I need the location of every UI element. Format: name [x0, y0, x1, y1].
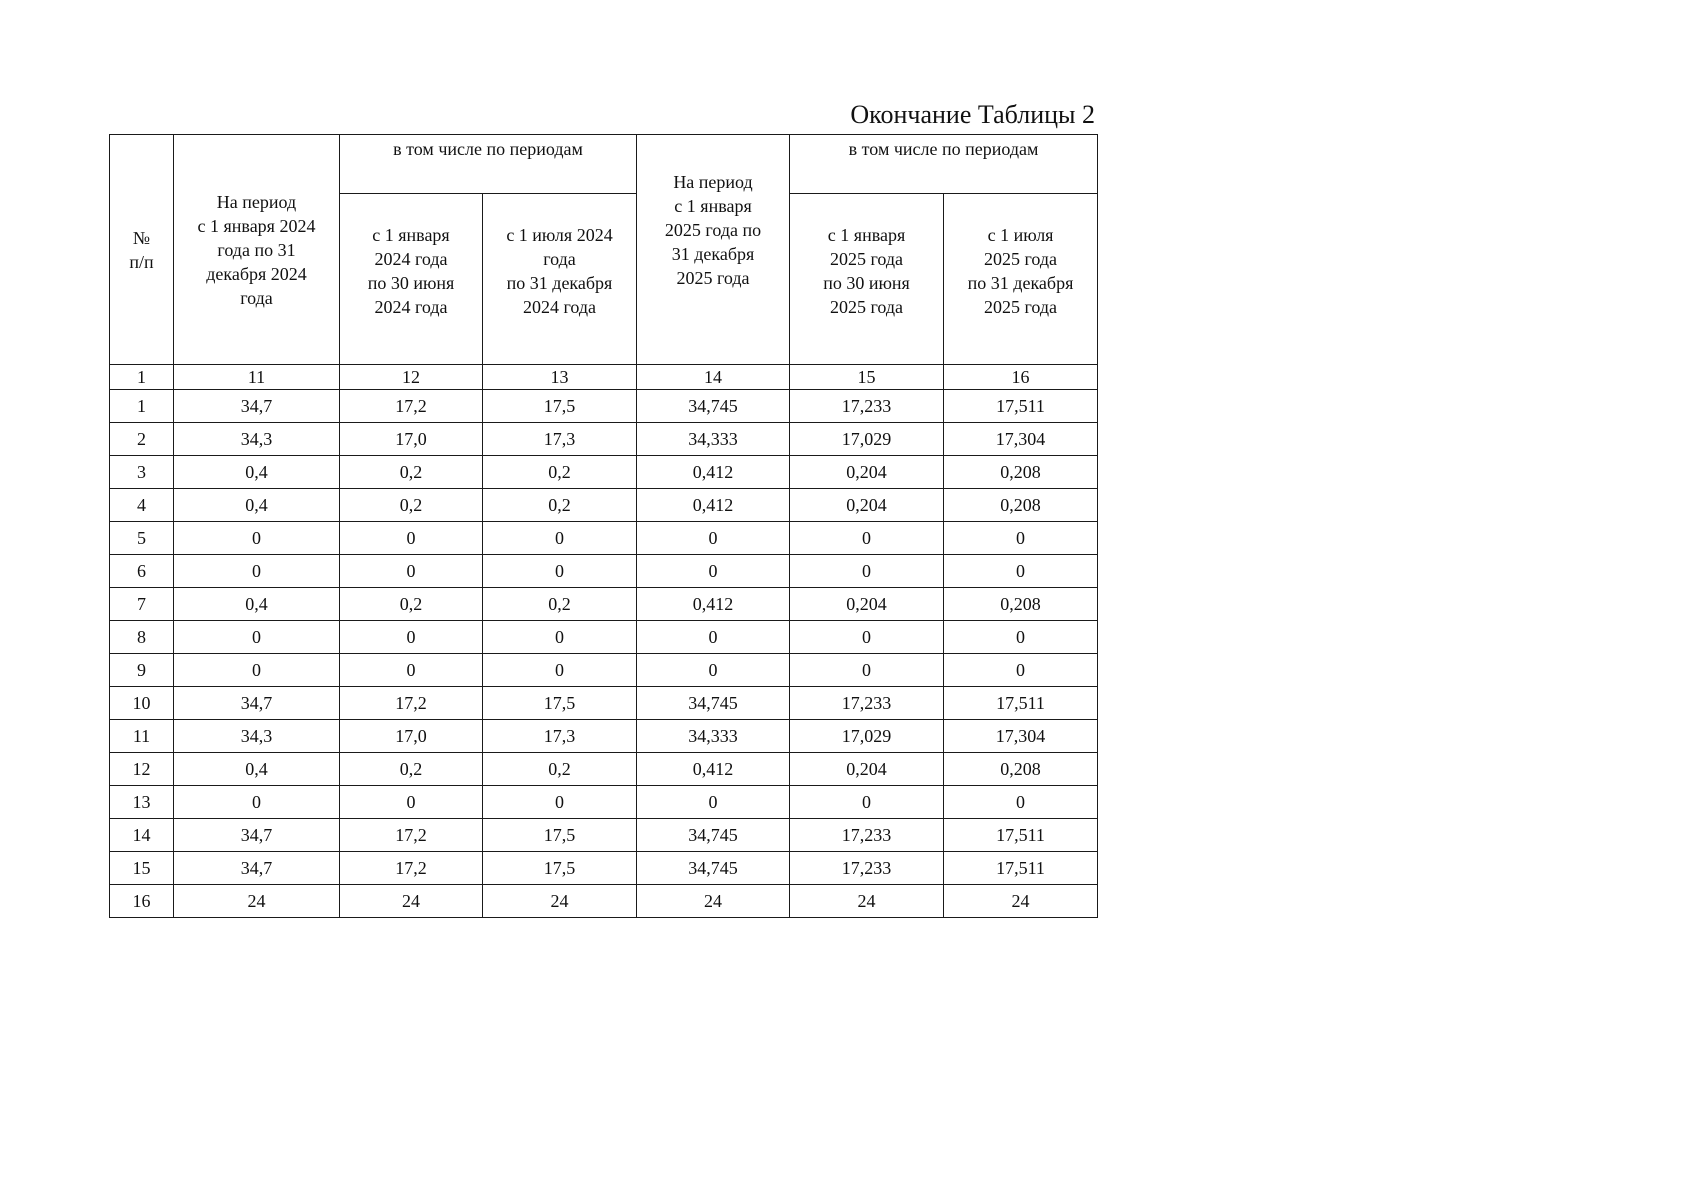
column-number: 1	[110, 365, 174, 390]
table-cell: 17,233	[790, 687, 944, 720]
table-cell: 17,3	[483, 720, 637, 753]
row-number-cell: 15	[110, 852, 174, 885]
table-cell: 0	[637, 522, 790, 555]
row-number-cell: 6	[110, 555, 174, 588]
header-col12-label: с 1 января 2024 года по 30 июня 2024 года	[367, 225, 455, 317]
table-cell: 0,4	[174, 588, 340, 621]
table-cell: 0	[483, 555, 637, 588]
row-number-cell: 7	[110, 588, 174, 621]
header-col16	[944, 194, 1098, 365]
table-cell: 0	[483, 522, 637, 555]
table-row	[110, 489, 1098, 522]
header-group-2024-label: в том числе по периодам	[393, 139, 583, 159]
table-cell: 17,511	[944, 687, 1098, 720]
table-cell: 0	[637, 654, 790, 687]
table-cell: 0	[340, 654, 483, 687]
table-row	[110, 885, 1098, 918]
table-cell: 17,2	[340, 390, 483, 423]
header-col15	[790, 194, 944, 365]
table-cell: 17,233	[790, 819, 944, 852]
row-number-cell: 10	[110, 687, 174, 720]
table-cell: 0	[790, 621, 944, 654]
table-cell: 34,333	[637, 423, 790, 456]
table-cell: 0	[174, 786, 340, 819]
table-cell: 0,412	[637, 753, 790, 786]
row-number-cell: 14	[110, 819, 174, 852]
table-cell: 17,511	[944, 819, 1098, 852]
table-cell: 17,304	[944, 720, 1098, 753]
table-cell: 0,208	[944, 588, 1098, 621]
table-row	[110, 687, 1098, 720]
table-cell: 0	[944, 522, 1098, 555]
table-cell: 0,2	[340, 489, 483, 522]
table-cell: 0	[944, 786, 1098, 819]
data-table	[109, 134, 1098, 918]
table-cell: 0,2	[340, 456, 483, 489]
table-caption: Окончание Таблицы 2	[850, 100, 1095, 129]
row-number-cell: 16	[110, 885, 174, 918]
table-cell: 0	[174, 555, 340, 588]
row-number-cell: 9	[110, 654, 174, 687]
header-col15-label: с 1 января 2025 года по 30 июня 2025 года	[823, 225, 910, 317]
table-row	[110, 423, 1098, 456]
row-number-cell: 8	[110, 621, 174, 654]
header-num	[110, 135, 174, 365]
table-cell: 34,3	[174, 423, 340, 456]
column-number: 11	[174, 365, 340, 390]
table-cell: 17,511	[944, 852, 1098, 885]
table-cell: 17,029	[790, 720, 944, 753]
header-col14	[637, 135, 790, 365]
table-cell: 0,208	[944, 456, 1098, 489]
table-cell: 0,2	[483, 753, 637, 786]
table-cell: 0,2	[483, 588, 637, 621]
table-cell: 0	[944, 555, 1098, 588]
table-cell: 0	[483, 621, 637, 654]
table-cell: 17,304	[944, 423, 1098, 456]
table-cell: 0,204	[790, 489, 944, 522]
header-col13-label: с 1 июля 2024 года по 31 декабря 2024 года	[506, 225, 613, 317]
row-number-cell: 1	[110, 390, 174, 423]
column-number: 16	[944, 365, 1098, 390]
table-cell: 0	[790, 654, 944, 687]
table-cell: 0,208	[944, 753, 1098, 786]
table-cell: 0	[483, 786, 637, 819]
table-cell: 24	[340, 885, 483, 918]
table-cell: 34,7	[174, 687, 340, 720]
table-cell: 0,204	[790, 588, 944, 621]
table-cell: 34,745	[637, 390, 790, 423]
table-cell: 0	[637, 621, 790, 654]
table-cell: 24	[483, 885, 637, 918]
table-row	[110, 720, 1098, 753]
table-cell: 17,0	[340, 720, 483, 753]
table-cell: 24	[637, 885, 790, 918]
table-cell: 17,5	[483, 390, 637, 423]
header-group-2025-label: в том числе по периодам	[848, 139, 1039, 159]
header-num-label: № п/п	[129, 227, 154, 272]
table-cell: 24	[944, 885, 1098, 918]
table-cell: 17,233	[790, 852, 944, 885]
table-cell: 17,2	[340, 687, 483, 720]
table-cell: 0,4	[174, 456, 340, 489]
table-row	[110, 456, 1098, 489]
table-cell: 17,0	[340, 423, 483, 456]
table-cell: 0,412	[637, 588, 790, 621]
table-cell: 34,745	[637, 819, 790, 852]
table-cell: 34,745	[637, 687, 790, 720]
table-cell: 17,3	[483, 423, 637, 456]
table-cell: 34,7	[174, 852, 340, 885]
table-row	[110, 390, 1098, 423]
table-cell: 0,2	[483, 489, 637, 522]
table-cell: 17,233	[790, 390, 944, 423]
table-cell: 34,333	[637, 720, 790, 753]
row-number-cell: 13	[110, 786, 174, 819]
table-body	[110, 390, 1098, 918]
table-row	[110, 621, 1098, 654]
header-col13	[483, 194, 637, 365]
table-cell: 0	[637, 555, 790, 588]
row-number-cell: 2	[110, 423, 174, 456]
table-cell: 34,3	[174, 720, 340, 753]
table-row	[110, 654, 1098, 687]
table-row	[110, 522, 1098, 555]
table-cell: 34,745	[637, 852, 790, 885]
table-header	[110, 135, 1098, 390]
table-row	[110, 588, 1098, 621]
table-cell: 0,2	[340, 753, 483, 786]
table-cell: 0	[174, 522, 340, 555]
table-cell: 0	[790, 786, 944, 819]
row-number-cell: 3	[110, 456, 174, 489]
table-cell: 0,2	[483, 456, 637, 489]
table-row	[110, 753, 1098, 786]
table-cell: 24	[174, 885, 340, 918]
column-number-row	[110, 365, 1098, 390]
table-cell: 0,208	[944, 489, 1098, 522]
table-cell: 17,2	[340, 852, 483, 885]
header-col16-label: с 1 июля 2025 года по 31 декабря 2025 года	[967, 225, 1074, 317]
table-cell: 34,7	[174, 819, 340, 852]
table-cell: 17,029	[790, 423, 944, 456]
table-cell: 0,2	[340, 588, 483, 621]
table-cell: 17,5	[483, 819, 637, 852]
table-cell: 0	[944, 654, 1098, 687]
header-group-2025	[790, 135, 1098, 194]
column-number: 14	[637, 365, 790, 390]
table-row	[110, 786, 1098, 819]
table-cell: 17,2	[340, 819, 483, 852]
table-cell: 0,4	[174, 753, 340, 786]
table-row	[110, 819, 1098, 852]
table-cell: 0	[174, 621, 340, 654]
table-cell: 0	[483, 654, 637, 687]
header-group-2024	[340, 135, 637, 194]
column-number: 15	[790, 365, 944, 390]
table-cell: 34,7	[174, 390, 340, 423]
column-number: 12	[340, 365, 483, 390]
table-cell: 0,204	[790, 753, 944, 786]
header-col11	[174, 135, 340, 365]
table-row	[110, 555, 1098, 588]
table-cell: 0	[637, 786, 790, 819]
table-cell: 17,5	[483, 687, 637, 720]
table-cell: 0,412	[637, 489, 790, 522]
table-row	[110, 852, 1098, 885]
table-cell: 0,412	[637, 456, 790, 489]
header-col11-label: На период с 1 января 2024 года по 31 декабря 2024 года	[197, 191, 316, 308]
table-cell: 24	[790, 885, 944, 918]
header-col14-label: На период с 1 января 2025 года по 31 декабря 2025 года	[664, 171, 762, 288]
table-cell: 17,511	[944, 390, 1098, 423]
column-number: 13	[483, 365, 637, 390]
table-cell: 0	[790, 522, 944, 555]
row-number-cell: 12	[110, 753, 174, 786]
table-cell: 17,5	[483, 852, 637, 885]
table-cell: 0	[790, 555, 944, 588]
table-cell: 0	[340, 786, 483, 819]
table-cell: 0	[340, 522, 483, 555]
table-cell: 0	[340, 555, 483, 588]
table-cell: 0	[174, 654, 340, 687]
table-cell: 0	[944, 621, 1098, 654]
header-col12	[340, 194, 483, 365]
row-number-cell: 11	[110, 720, 174, 753]
row-number-cell: 4	[110, 489, 174, 522]
table-cell: 0,204	[790, 456, 944, 489]
row-number-cell: 5	[110, 522, 174, 555]
table-cell: 0	[340, 621, 483, 654]
table-cell: 0,4	[174, 489, 340, 522]
